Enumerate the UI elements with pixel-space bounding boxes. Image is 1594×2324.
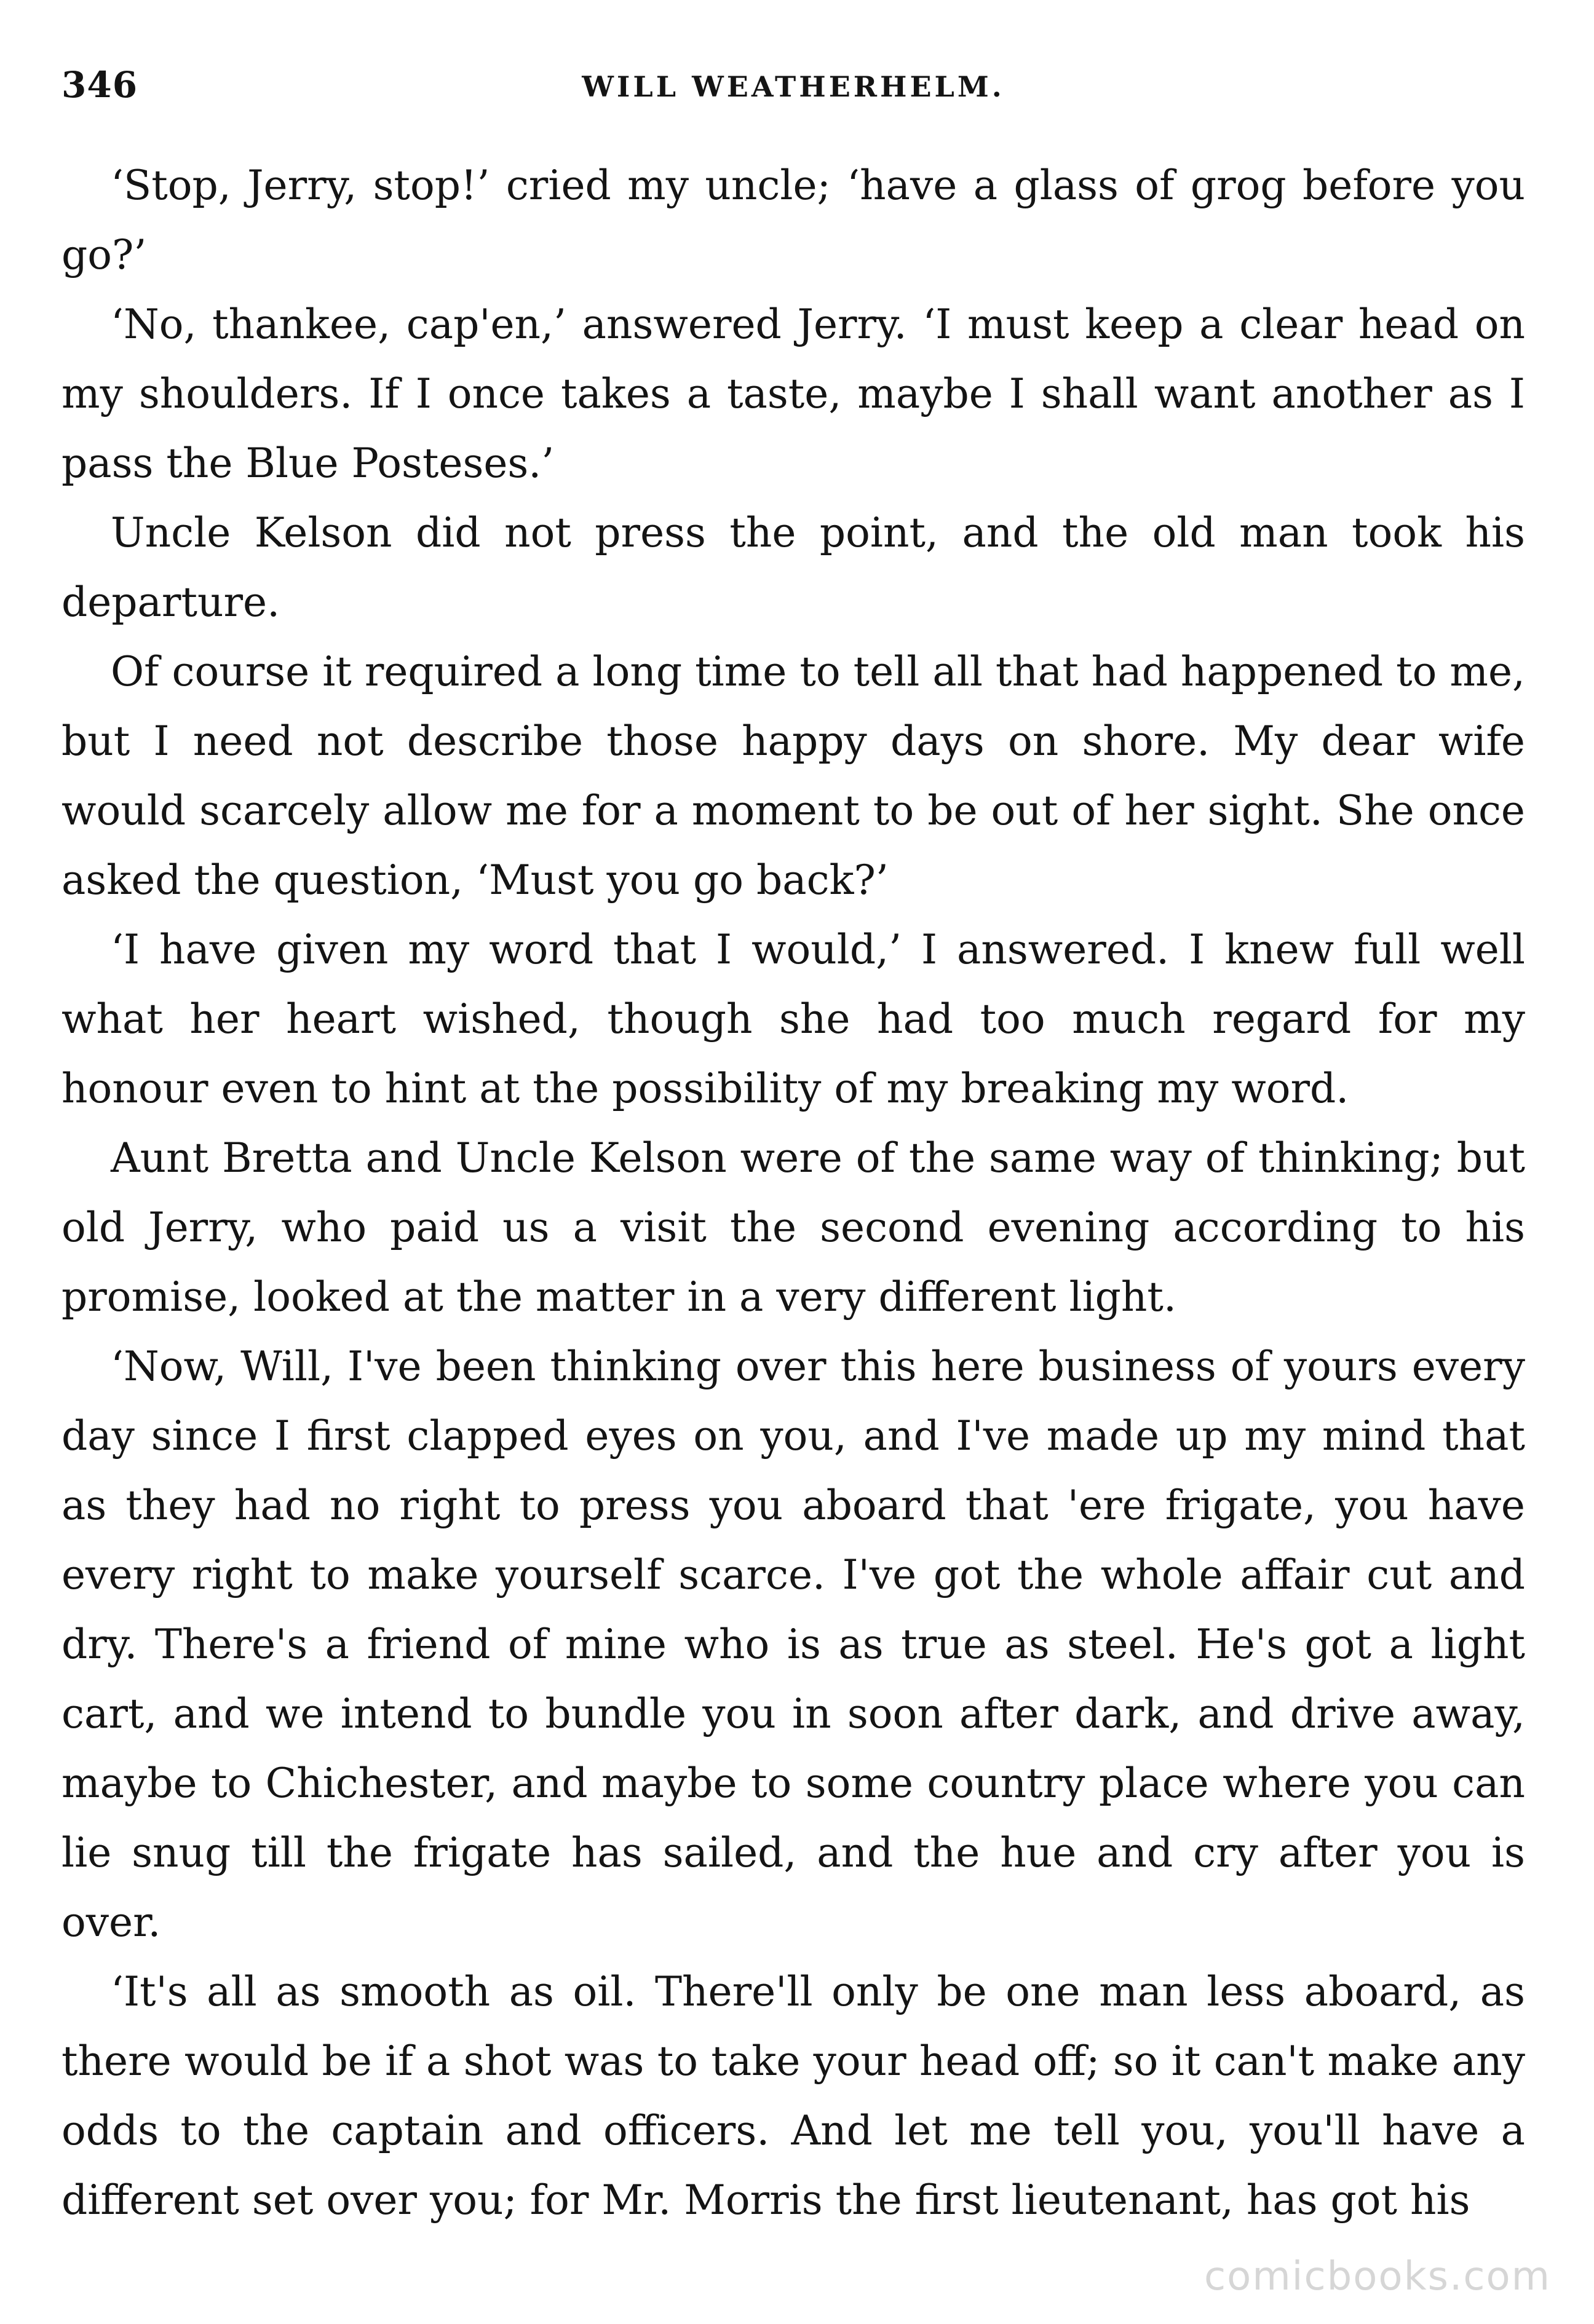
paragraph: ‘No, thankee, cap'en,’ answered Jerry. ‘I must keep a clear head on my shoulders. If I once takes a taste, maybe I shall want another as I pass the Blue Posteses.’ xyxy=(61,301,1525,487)
paragraph: Of course it required a long time to tell all that had happened to me, but I need not describe those happy days on shore. My dear wife would scarcely allow me for a moment to be out of her sight. She once asked the question, ‘Must you go back?’ xyxy=(61,648,1525,904)
watermark: comicbooks.com xyxy=(1203,2254,1551,2299)
page-header xyxy=(61,64,1525,113)
body-text xyxy=(61,151,1525,2235)
paragraph: ‘Now, Will, I've been thinking over this here business of yours every day since I first clapped eyes on you, and I've made up my mind that as they had no right to press you aboard that 'ere frigate, you have every right to make yourself scarce. I've got the whole affair cut and dry. There's a friend of mine who is as true as steel. He's got a light cart, and we intend to bundle you in soon after dark, and drive away, maybe to Chichester, and maybe to some country place where you can lie snug till the frigate has sailed, and the hue and cry after you is over. xyxy=(61,1343,1525,1946)
paragraph: ‘I have given my word that I would,’ I answered. I knew full well what her heart wished, though she had too much regard for my honour even to hint at the possibility of my breaking my word. xyxy=(61,926,1525,1112)
page-number: 346 xyxy=(61,64,138,106)
paragraph: Aunt Bretta and Uncle Kelson were of the same way of thinking; but old Jerry, who paid us a visit the second evening according to his promise, looked at the matter in a very different light. xyxy=(61,1134,1525,1321)
paragraph: ‘It's all as smooth as oil. There'll only be one man less aboard, as there would be if a shot was to take your head off; so it can't make any odds to the captain and officers. And let me tell you, you'll have a different set over you; for Mr. Morris the first lieutenant, has got his xyxy=(61,1968,1525,2224)
paragraph: ‘Stop, Jerry, stop!’ cried my uncle; ‘have a glass of grog before you go?’ xyxy=(61,162,1525,279)
running-title: WILL WEATHERHELM. xyxy=(582,70,1005,103)
paragraph: Uncle Kelson did not press the point, and the old man took his departure. xyxy=(61,509,1525,626)
